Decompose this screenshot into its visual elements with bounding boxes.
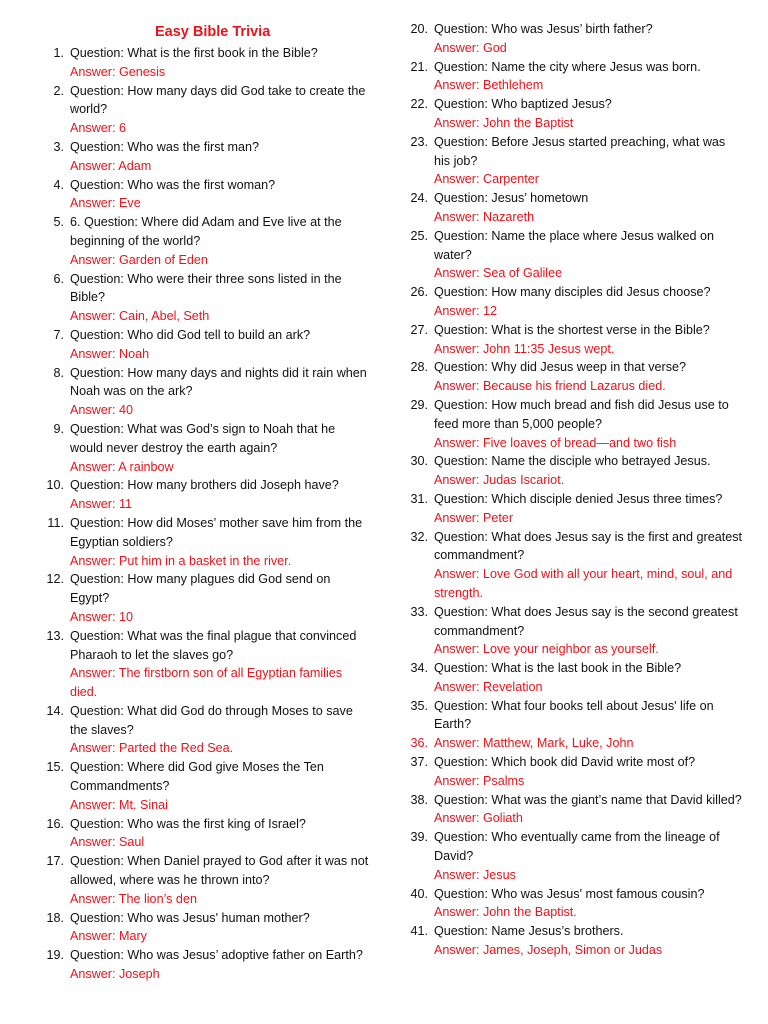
question-text: Question: How many brothers did Joseph have? [70, 478, 339, 493]
item-number: 6. [53, 271, 64, 286]
item-number: 32. [410, 529, 428, 544]
answer-text: Answer: Matthew, Mark, Luke, John [434, 736, 634, 751]
question-text: Question: What was the giant’s name that David killed? [434, 792, 742, 807]
question-text: Question: Name Jesus’s brothers. [434, 924, 624, 939]
question-text: Question: Who baptized Jesus? [434, 97, 612, 112]
item-number: 39. [410, 830, 428, 845]
trivia-item [404, 189, 744, 227]
question-text: Question: Name the place where Jesus walked on water? [434, 228, 715, 262]
item-number: 17. [46, 854, 64, 869]
answer-text: Answer: Saul [70, 835, 145, 850]
question-text: Question: When Daniel prayed to God after it was not allowed, where was he thrown into? [70, 854, 369, 888]
question-text: Question: Where did God give Moses the Ten Commandments? [70, 760, 324, 794]
answer-text: Answer: Mt. Sinai [70, 797, 168, 812]
item-number: 19. [46, 948, 64, 963]
answer-text: Answer: The lion’s den [70, 891, 197, 906]
answer-text: Answer: Put him in a basket in the river. [70, 553, 292, 568]
trivia-item [40, 815, 370, 853]
trivia-item [404, 791, 744, 829]
item-number: 24. [410, 191, 428, 206]
answer-text: Answer: Cain, Abel, Seth [70, 309, 210, 324]
question-text: Question: Name the city where Jesus was born. [434, 59, 701, 74]
trivia-item [404, 452, 744, 490]
question-text: Question: Who was Jesus’ birth father? [434, 22, 653, 36]
answer-text: Answer: John 11:35 Jesus wept. [434, 341, 615, 356]
answer-text: Answer: Bethlehem [434, 78, 544, 93]
answer-text: Answer: Peter [434, 510, 514, 525]
question-text: Question: Name the disciple who betrayed Jesus. [434, 454, 711, 469]
question-list-left [40, 44, 370, 984]
item-number: 25. [410, 228, 428, 243]
question-text: Question: What does Jesus say is the second greatest commandment? [434, 604, 738, 638]
trivia-item [404, 528, 744, 603]
left-column [40, 44, 370, 984]
item-number: 29. [410, 397, 428, 412]
item-number: 12. [46, 572, 64, 587]
question-text: Question: Who was the first man? [70, 139, 259, 154]
item-number: 8. [53, 365, 64, 380]
trivia-item [40, 364, 370, 420]
question-text: Question: What four books tell about Jesus' life on Earth? [434, 698, 714, 732]
trivia-item [404, 283, 744, 321]
trivia-item [404, 659, 744, 697]
answer-text: Answer: Garden of Eden [70, 252, 208, 267]
item-number: 4. [53, 177, 64, 192]
question-text: Question: Who were their three sons listed in the Bible? [70, 271, 342, 305]
answer-text: Answer: Joseph [70, 967, 160, 982]
item-number: 23. [410, 134, 428, 149]
question-text: Question: What was God’s sign to Noah that he would never destroy the earth again? [70, 421, 336, 455]
trivia-item [404, 603, 744, 659]
trivia-item [404, 396, 744, 452]
answer-text: Answer: Love God with all your heart, mind, soul, and strength. [434, 567, 733, 600]
trivia-item [404, 697, 744, 735]
question-text: Question: Who was Jesus’ adoptive father on Earth? [70, 948, 363, 963]
item-number: 38. [410, 792, 428, 807]
item-number: 13. [46, 628, 64, 643]
item-number: 21. [410, 59, 428, 74]
question-text: Question: How did Moses’ mother save him from the Egyptian soldiers? [70, 515, 363, 549]
question-text: Question: How many days and nights did it rain when Noah was on the ark? [70, 365, 367, 399]
trivia-item [404, 922, 744, 960]
item-number: 41. [410, 924, 428, 939]
trivia-item [40, 420, 370, 476]
question-text: Question: What was the final plague that convinced Pharaoh to let the slaves go? [70, 628, 357, 662]
answer-text: Answer: Judas Iscariot. [434, 473, 565, 488]
trivia-item [40, 270, 370, 326]
trivia-item [40, 702, 370, 758]
trivia-item [404, 828, 744, 884]
answer-text: Answer: A rainbow [70, 459, 174, 474]
trivia-item [404, 753, 744, 791]
trivia-item [40, 570, 370, 626]
trivia-item [40, 326, 370, 364]
question-text: Question: Who was Jesus' most famous cousin? [434, 886, 705, 901]
item-number: 22. [410, 97, 428, 112]
trivia-item [40, 758, 370, 814]
question-text: Question: Who was the first king of Israel? [70, 816, 306, 831]
question-text: Question: What did God do through Moses to save the slaves? [70, 703, 353, 737]
item-number: 3. [53, 139, 64, 154]
trivia-item [404, 885, 744, 923]
question-text: Question: How many plagues did God send on Egypt? [70, 572, 331, 606]
answer-text: Answer: John the Baptist [434, 115, 574, 130]
question-text: Question: Who did God tell to build an ark? [70, 327, 311, 342]
answer-text: Answer: Carpenter [434, 172, 539, 187]
item-number: 36. [410, 736, 428, 751]
answer-text: Answer: Adam [70, 158, 152, 173]
answer-text: Answer: 12 [434, 303, 497, 318]
trivia-item [404, 734, 744, 753]
trivia-item [40, 138, 370, 176]
item-number: 28. [410, 360, 428, 375]
answer-text: Answer: 10 [70, 609, 133, 624]
item-number: 20. [410, 22, 428, 36]
trivia-item [404, 227, 744, 283]
item-number: 37. [410, 755, 428, 770]
answer-text: Answer: Goliath [434, 811, 523, 826]
answer-text: Answer: Noah [70, 346, 150, 361]
question-text: Question: What is the last book in the Bible? [434, 661, 682, 676]
answer-text: Answer: 6 [70, 121, 126, 136]
trivia-item [404, 58, 744, 96]
question-text: Question: How many days did God take to create the world? [70, 83, 366, 117]
trivia-item [40, 82, 370, 138]
trivia-item [40, 213, 370, 269]
item-number: 11. [47, 515, 64, 530]
answer-text: Answer: Parted the Red Sea. [70, 741, 234, 756]
question-text: Question: What is the first book in the Bible? [70, 46, 318, 60]
question-text: Question: How much bread and fish did Jesus use to feed more than 5,000 people? [434, 397, 729, 431]
question-text: Question: Who was the first woman? [70, 177, 276, 192]
question-text: Question: Which book did David write most of? [434, 755, 696, 770]
trivia-item [404, 133, 744, 189]
item-number: 34. [410, 661, 428, 676]
item-number: 35. [410, 698, 428, 713]
question-text: Question: How many disciples did Jesus choose? [434, 285, 711, 300]
item-number: 40. [410, 886, 428, 901]
trivia-item [40, 44, 370, 82]
trivia-item [404, 358, 744, 396]
right-column [404, 20, 744, 960]
item-number: 10. [46, 478, 64, 493]
item-number: 16. [46, 816, 64, 831]
answer-text: Answer: 11 [70, 497, 133, 512]
answer-text: Answer: God [434, 40, 507, 55]
trivia-item [40, 852, 370, 908]
page-title: Easy Bible Trivia [155, 24, 271, 40]
question-text: 6. Question: Where did Adam and Eve live at the beginning of the world? [70, 215, 342, 248]
trivia-item [40, 476, 370, 514]
answer-text: Answer: James, Joseph, Simon or Judas [434, 943, 663, 958]
question-text: Question: What is the shortest verse in the Bible? [434, 322, 710, 337]
item-number: 15. [46, 760, 64, 775]
item-number: 26. [410, 285, 428, 300]
trivia-item [404, 95, 744, 133]
item-number: 1. [53, 46, 64, 60]
item-number: 31. [410, 491, 428, 506]
answer-text: Answer: Mary [70, 929, 147, 944]
trivia-item [40, 627, 370, 702]
question-text: Question: Who eventually came from the lineage of David? [434, 830, 720, 864]
trivia-item [404, 321, 744, 359]
answer-text: Answer: Psalms [434, 773, 525, 788]
question-text: Question: Jesus’ hometown [434, 191, 589, 206]
answer-text: Answer: The firstborn son of all Egyptian families died. [70, 666, 343, 700]
answer-text: Answer: Eve [70, 196, 141, 211]
answer-text: Answer: Genesis [70, 64, 166, 79]
item-number: 33. [410, 604, 428, 619]
question-text: Question: Which disciple denied Jesus three times? [434, 491, 723, 506]
answer-text: Answer: John the Baptist. [434, 905, 577, 920]
answer-text: Answer: Jesus [434, 867, 516, 882]
question-text: Question: Who was Jesus' human mother? [70, 910, 310, 925]
question-text: Question: What does Jesus say is the first and greatest commandment? [434, 529, 742, 563]
trivia-item [40, 514, 370, 570]
answer-text: Answer: 40 [70, 403, 133, 418]
item-number: 30. [410, 454, 428, 469]
answer-text: Answer: Because his friend Lazarus died. [434, 379, 666, 394]
item-number: 27. [410, 322, 428, 337]
item-number: 14. [46, 703, 64, 718]
item-number: 18. [46, 910, 64, 925]
trivia-item [40, 909, 370, 947]
item-number: 7. [53, 327, 64, 342]
item-number: 9. [53, 421, 64, 436]
answer-text: Answer: Revelation [434, 679, 543, 694]
question-text: Question: Why did Jesus weep in that verse? [434, 360, 687, 375]
trivia-item [40, 946, 370, 984]
item-number: 5. [53, 215, 64, 230]
answer-text: Answer: Nazareth [434, 209, 535, 224]
trivia-item [404, 20, 744, 58]
question-text: Question: Before Jesus started preaching, what was his job? [434, 134, 726, 168]
question-list-right [404, 20, 744, 960]
item-number: 2. [53, 83, 64, 98]
answer-text: Answer: Love your neighbor as yourself. [434, 642, 659, 657]
trivia-item [40, 176, 370, 214]
trivia-item [404, 490, 744, 528]
answer-text: Answer: Five loaves of bread—and two fish [434, 435, 677, 450]
answer-text: Answer: Sea of Galilee [434, 266, 563, 281]
